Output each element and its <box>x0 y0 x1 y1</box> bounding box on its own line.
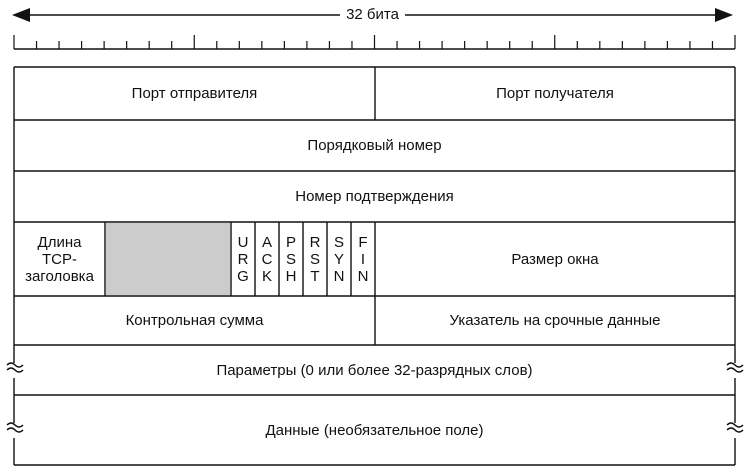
header-length-line: заголовка <box>25 267 94 285</box>
data-field: Данные (необязательное поле) <box>265 421 484 439</box>
flag-syn <box>327 222 351 296</box>
ruler-label: 32 бита <box>340 6 405 23</box>
flag-fin <box>351 222 375 296</box>
flag-psh <box>279 222 303 296</box>
ack-number-field: Номер подтверждения <box>295 188 454 205</box>
checksum-field: Контрольная сумма <box>125 312 264 329</box>
window-size-field: Размер окна <box>511 250 599 268</box>
urgent-pointer-field: Указатель на срочные данные <box>449 312 661 329</box>
flag-letter: N <box>357 267 369 285</box>
header-length-line: TCP- <box>42 250 77 268</box>
flag-letter: C <box>261 250 273 268</box>
flag-letter: P <box>285 233 296 251</box>
flag-letter: F <box>358 233 368 251</box>
flag-ack <box>255 222 279 296</box>
header-length-field <box>14 222 105 296</box>
dest-port-field: Порт получателя <box>496 85 614 102</box>
sequence-number-field: Порядковый номер <box>307 137 442 154</box>
flag-letter: T <box>310 267 320 285</box>
flag-letter: H <box>285 267 297 285</box>
header-length-line: Длина <box>37 233 82 251</box>
flag-letter: A <box>261 233 272 251</box>
reserved-field <box>106 223 230 295</box>
source-port-field: Порт отправителя <box>131 85 258 102</box>
options-field: Параметры (0 или более 32-разрядных слов) <box>216 361 533 379</box>
flag-letter: G <box>237 267 249 285</box>
flag-letter: Y <box>333 250 344 268</box>
flag-letter: I <box>360 250 366 268</box>
flag-letter: N <box>333 267 345 285</box>
flag-letter: U <box>237 233 249 251</box>
flag-letter: R <box>237 250 249 268</box>
flag-letter: S <box>333 233 344 251</box>
flag-urg <box>231 222 255 296</box>
flag-letter: S <box>285 250 296 268</box>
flag-letter: R <box>309 233 321 251</box>
flag-letter: S <box>309 250 320 268</box>
flag-rst <box>303 222 327 296</box>
flag-letter: K <box>261 267 272 285</box>
